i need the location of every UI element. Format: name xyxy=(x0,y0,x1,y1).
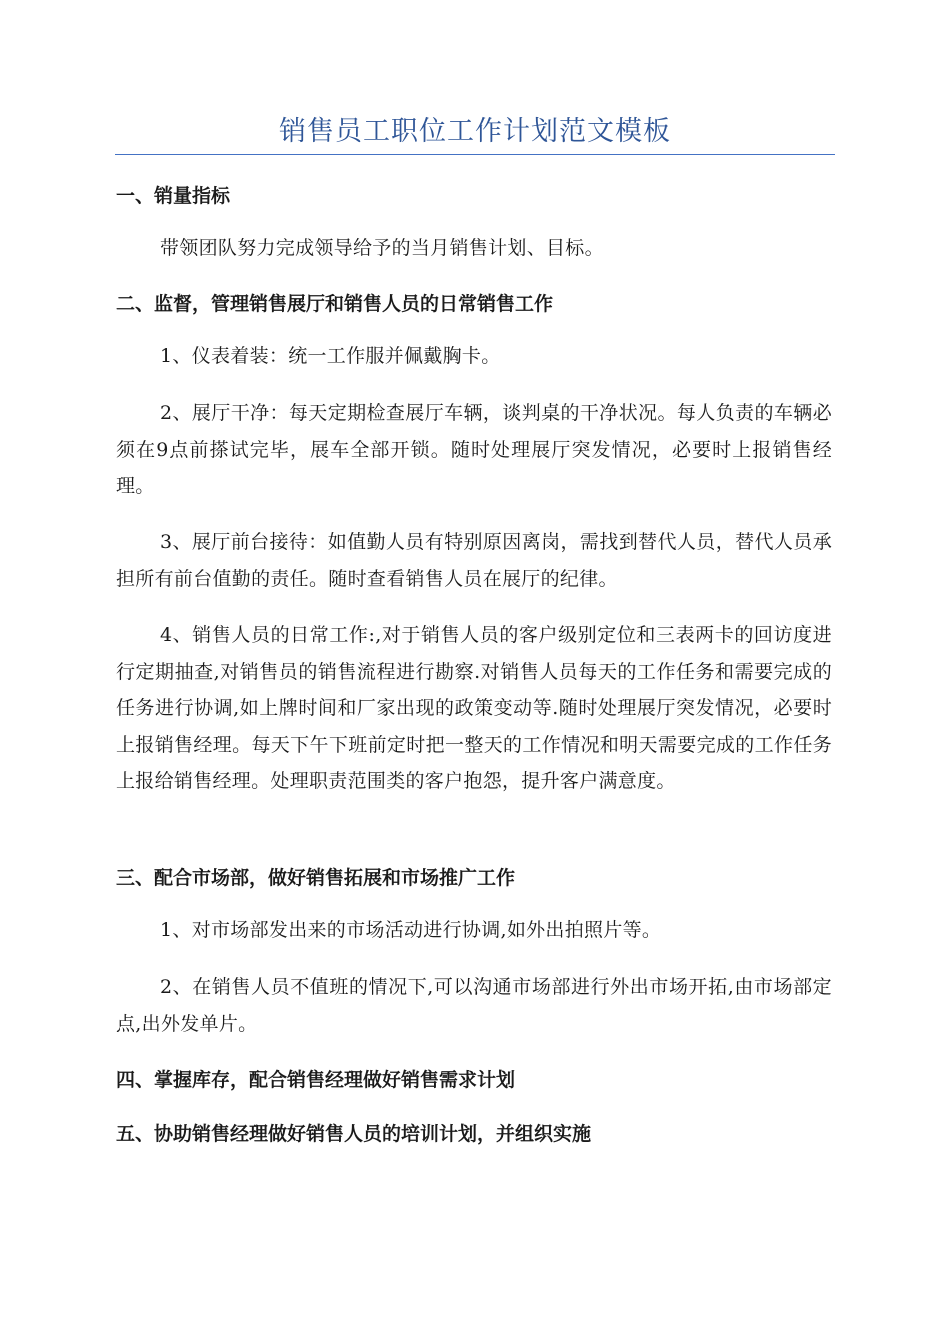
section-2-paragraph-1: 1、仪表着装：统一工作服并佩戴胸卡。 xyxy=(160,345,501,367)
section-2-paragraph-4: 4、销售人员的日常工作:,对于销售人员的客户级别定位和三表两卡的回访度进行定期抽查,对销售员的销售流程进行勘察.对销售人员每天的工作任务和需要完成的任务进行协调,如上牌时间和厂家出现的政策变动等.随时处理展厅突发情况，必要时上报销售经理。每天下午下班前定时把一整天的工作情况和明天需要完成的工作任务上报给销售经理。处理职责范围类的客户抱怨，提升客户满意度。 xyxy=(116,624,832,793)
section-2-paragraph-3: 3、展厅前台接待：如值勤人员有特别原因离岗，需找到替代人员，替代人员承担所有前台值勤的责任。随时查看销售人员在展厅的纪律。 xyxy=(116,531,832,590)
section-heading-4: 四、掌握库存，配合销售经理做好销售需求计划 xyxy=(116,1069,516,1091)
section-1-paragraph-1: 带领团队努力完成领导给予的当月销售计划、目标。 xyxy=(160,237,604,259)
document-title: 销售员工职位工作计划范文模板 xyxy=(279,116,671,147)
section-heading-5: 五、协助销售经理做好销售人员的培训计划，并组织实施 xyxy=(116,1123,592,1145)
section-heading-3: 三、配合市场部，做好销售拓展和市场推广工作 xyxy=(116,867,516,889)
section-3-paragraph-1: 1、对市场部发出来的市场活动进行协调,如外出拍照片等。 xyxy=(160,919,662,941)
section-heading-1: 一、销量指标 xyxy=(116,185,231,207)
section-2-paragraph-2: 2、展厅干净：每天定期检查展厅车辆，谈判桌的干净状况。每人负责的车辆必须在9点前搽试完毕，展车全部开锁。随时处理展厅突发情况，必要时上报销售经理。 xyxy=(116,402,832,498)
section-3-paragraph-2: 2、在销售人员不值班的情况下,可以沟通市场部进行外出市场开拓,由市场部定点,出外发单片。 xyxy=(116,976,832,1035)
section-heading-2: 二、监督，管理销售展厅和销售人员的日常销售工作 xyxy=(116,293,554,315)
title-underline xyxy=(115,154,835,155)
